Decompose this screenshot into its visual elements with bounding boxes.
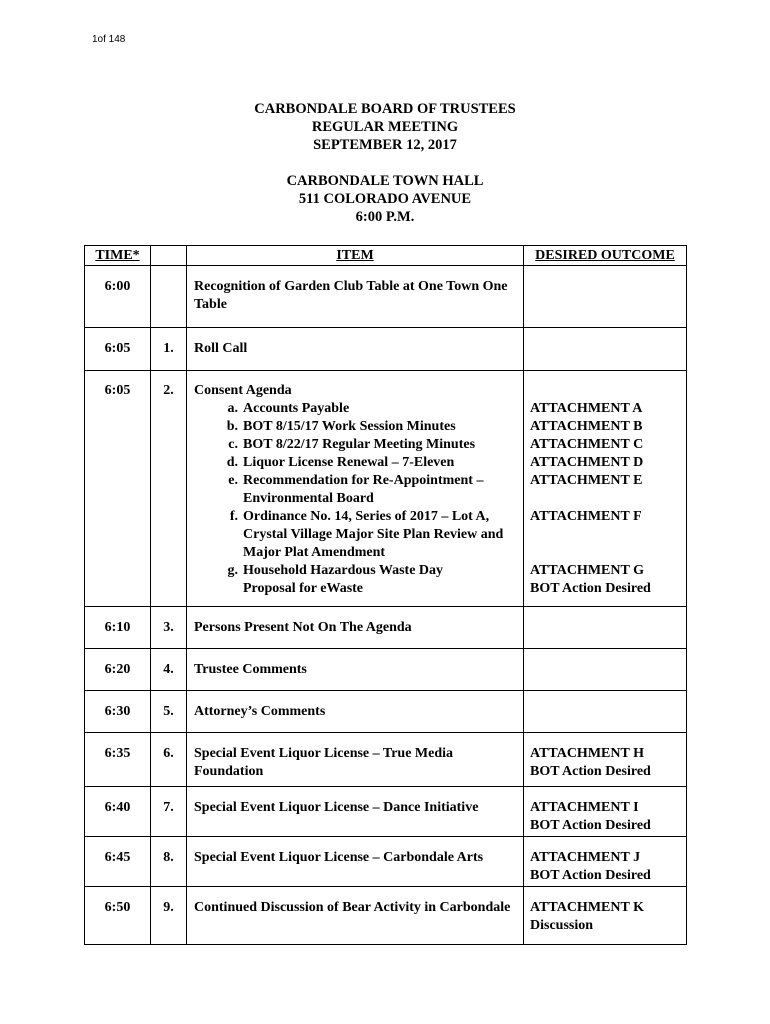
- outcome-line: ATTACHMENT G: [530, 563, 644, 578]
- row-outcome: [524, 837, 687, 887]
- table-row: [85, 266, 687, 328]
- table-row: [85, 887, 687, 945]
- row-number: 1.: [151, 328, 187, 371]
- row-time: 6:05: [85, 328, 151, 371]
- column-header-item: ITEM: [187, 246, 524, 266]
- agenda-header: [0, 100, 770, 226]
- consent-agenda-title: Consent Agenda: [194, 383, 292, 398]
- outcome-line: ATTACHMENT E: [530, 473, 643, 488]
- outcome-line: Discussion: [530, 918, 594, 933]
- row-item: Special Event Liquor License – True Media Foundation: [187, 733, 524, 787]
- row-item: Continued Discussion of Bear Activity in Carbondale: [187, 887, 524, 945]
- row-time: 6:05: [85, 371, 151, 607]
- outcome-line: ATTACHMENT I: [530, 800, 639, 815]
- outcome-line: BOT Action Desired: [530, 818, 651, 833]
- outcome-line: ATTACHMENT K: [530, 900, 644, 915]
- venue-address: 511 COLORADO AVENUE: [298, 191, 472, 207]
- row-item: Recognition of Garden Club Table at One Town One Table: [187, 266, 524, 328]
- row-outcome: [524, 266, 687, 328]
- list-item: c. BOT 8/22/17 Regular Meeting Minutes: [228, 437, 476, 452]
- row-number: 2.: [151, 371, 187, 607]
- row-outcome: [524, 787, 687, 837]
- row-outcome: [524, 328, 687, 371]
- row-item: Roll Call: [187, 328, 524, 371]
- row-item: Trustee Comments: [187, 649, 524, 691]
- list-item: e. Recommendation for Re-Appointment – Environmental Board: [228, 473, 484, 506]
- row-item: Persons Present Not On The Agenda: [187, 607, 524, 649]
- outcome-line: ATTACHMENT C: [530, 437, 644, 452]
- row-time: 6:10: [85, 607, 151, 649]
- venue-name: CARBONDALE TOWN HALL: [286, 173, 484, 189]
- outcome-line: ATTACHMENT J: [530, 850, 641, 865]
- row-outcome: [524, 607, 687, 649]
- row-time: 6:50: [85, 887, 151, 945]
- row-number: 4.: [151, 649, 187, 691]
- outcome-line: BOT Action Desired: [530, 581, 651, 596]
- outcome-line: ATTACHMENT D: [530, 455, 644, 470]
- column-header-outcome: DESIRED OUTCOME: [524, 246, 687, 266]
- list-item: g. Household Hazardous Waste Day Proposal for eWaste: [227, 563, 444, 596]
- outcome-line: ATTACHMENT A: [530, 401, 643, 416]
- row-number: 3.: [151, 607, 187, 649]
- row-time: 6:30: [85, 691, 151, 733]
- row-item: [187, 371, 524, 607]
- list-item: a. Accounts Payable: [227, 401, 350, 416]
- column-header-number: [151, 246, 187, 266]
- row-time: 6:20: [85, 649, 151, 691]
- row-item: Special Event Liquor License – Dance Initiative: [187, 787, 524, 837]
- table-row: [85, 837, 687, 887]
- row-time: 6:35: [85, 733, 151, 787]
- row-item: Attorney’s Comments: [187, 691, 524, 733]
- list-item: d. Liquor License Renewal – 7-Eleven: [226, 455, 455, 470]
- row-time: 6:40: [85, 787, 151, 837]
- column-header-time: TIME*: [85, 246, 151, 266]
- row-time: 6:00: [85, 266, 151, 328]
- table-header-row: [85, 246, 687, 266]
- row-number: 8.: [151, 837, 187, 887]
- row-outcome: [524, 733, 687, 787]
- row-outcome: [524, 371, 687, 607]
- outcome-line: ATTACHMENT B: [530, 419, 643, 434]
- outcome-line: ATTACHMENT H: [530, 746, 644, 761]
- outcome-line: BOT Action Desired: [530, 868, 651, 883]
- row-outcome: [524, 691, 687, 733]
- list-item: f. Ordinance No. 14, Series of 2017 – Lot A, Crystal Village Major Site Plan Review and Major Plat Amendment: [229, 509, 504, 560]
- outcome-line: BOT Action Desired: [530, 764, 651, 779]
- meeting-date: SEPTEMBER 12, 2017: [313, 137, 457, 153]
- meeting-time: 6:00 P.M.: [355, 209, 415, 225]
- row-number: 9.: [151, 887, 187, 945]
- row-item: Special Event Liquor License – Carbondale Arts: [187, 837, 524, 887]
- row-time: 6:45: [85, 837, 151, 887]
- row-number: [151, 266, 187, 328]
- row-number: 6.: [151, 733, 187, 787]
- table-row: [85, 607, 687, 649]
- meeting-type: REGULAR MEETING: [311, 119, 459, 135]
- table-row: [85, 649, 687, 691]
- row-outcome: [524, 887, 687, 945]
- table-row: [85, 787, 687, 837]
- board-title: CARBONDALE BOARD OF TRUSTEES: [254, 101, 516, 117]
- row-number: 7.: [151, 787, 187, 837]
- agenda-table: [84, 245, 687, 945]
- table-row: [85, 691, 687, 733]
- outcome-line: ATTACHMENT F: [530, 509, 642, 524]
- list-item: b. BOT 8/15/17 Work Session Minutes: [226, 419, 456, 434]
- table-row: [85, 371, 687, 607]
- table-row: [85, 733, 687, 787]
- row-number: 5.: [151, 691, 187, 733]
- page-number: 1of 148: [92, 34, 126, 45]
- table-row: [85, 328, 687, 371]
- row-outcome: [524, 649, 687, 691]
